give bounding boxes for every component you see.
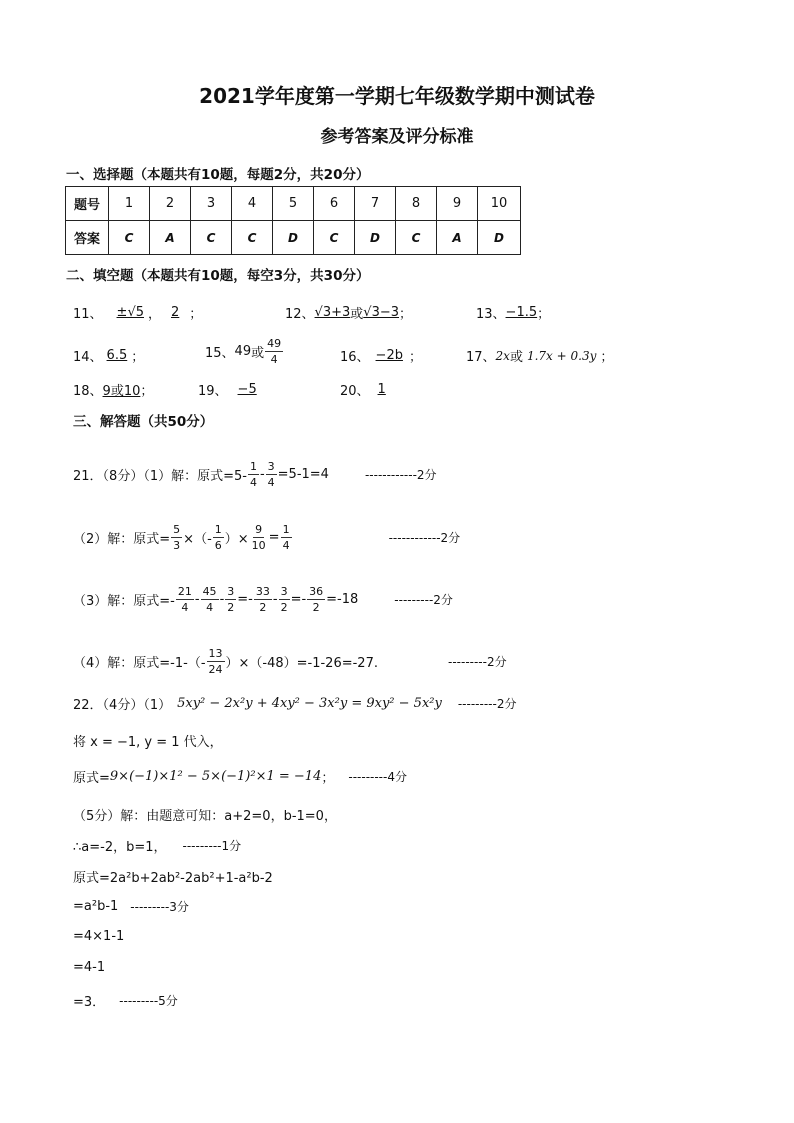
answer-blank: √3+3 — [314, 305, 351, 320]
question-number: 11、 — [73, 307, 103, 322]
question-number: 9 — [437, 187, 478, 221]
question-17: 17、 2x 或 1.7x + 0.3y ； — [466, 346, 613, 365]
solution-text: =- — [290, 591, 307, 607]
solution-21-4 — [73, 632, 507, 690]
fraction: $\frac{33}{2}$ — [255, 584, 270, 614]
table-header-answers: 答案 — [66, 221, 109, 255]
fraction: $\frac{5}{3}$ — [173, 522, 181, 552]
math-expression: 9×(−1)×1² − 5×(−1)²×1 = −14 — [109, 769, 322, 784]
solution-text: ∴a=-2，b=1， — [73, 840, 167, 855]
score-marker: ---------2分 — [448, 654, 507, 669]
question-11: 11、 ±√5 ， 2 ； — [73, 305, 203, 322]
question-18: 18、 9或10 ； — [73, 380, 153, 399]
answer-cell: C — [396, 221, 437, 255]
solution-text: =a²b-1 — [73, 899, 119, 914]
solution-22-8 — [73, 991, 178, 1010]
answer-cell: C — [232, 221, 273, 255]
fraction: $\frac{1}{6}$ — [214, 522, 222, 552]
answer-blank: −1.5 — [505, 305, 538, 320]
solution-text: = — [268, 529, 280, 545]
answer-value: 1.7x + 0.3y — [526, 348, 597, 363]
or-text: 或 — [350, 307, 364, 322]
fraction: $\frac{21}{4}$ — [177, 584, 192, 614]
answer-blank: 6.5 — [106, 348, 128, 363]
question-number: 5 — [273, 187, 314, 221]
page-subtitle: 参考答案及评分标准 — [320, 127, 474, 147]
fraction: $\frac{49}{4}$ — [267, 337, 282, 366]
section3-heading: 三、解答题（共50分） — [73, 414, 214, 430]
question-number: 20、 — [340, 384, 370, 399]
question-number: 18、 — [73, 384, 103, 399]
score-marker: ---------2分 — [457, 697, 517, 711]
answer-cell: C — [314, 221, 355, 255]
question-number: 2 — [150, 187, 191, 221]
score-marker: ---------1分 — [182, 839, 242, 853]
answer-blank: 2 — [171, 305, 180, 320]
solution-text: =-18 — [326, 591, 359, 607]
solution-22-4: 原式=2a²b+2ab²-2ab²+1-a²b-2 — [73, 871, 273, 886]
fraction: $\frac{3}{2}$ — [280, 584, 288, 614]
question-20 — [340, 380, 394, 399]
page-title: 2021学年度第一学期七年级数学期中测试卷 — [199, 84, 595, 108]
question-number: 3 — [191, 187, 232, 221]
solution-22-sub: 将 x = −1, y = 1 代入， — [73, 735, 223, 750]
or-text: 或 — [509, 350, 523, 365]
fraction: $\frac{3}{2}$ — [227, 584, 235, 614]
answer-cell: D — [273, 221, 314, 255]
answer-value: 2x — [495, 348, 510, 363]
score-marker: ------------2分 — [364, 467, 437, 482]
fraction: $\frac{1}{4}$ — [249, 459, 257, 489]
solution-22-6: =4×1-1 — [73, 929, 125, 944]
solution-text: （3）解：原式=- — [73, 593, 175, 609]
score-marker: ---------2分 — [394, 592, 453, 607]
score-marker: ---------4分 — [348, 770, 407, 784]
answer-table — [65, 186, 521, 255]
solution-22-3 — [73, 836, 241, 855]
solution-21-2 — [73, 508, 460, 566]
fraction: $\frac{9}{10}$ — [251, 522, 266, 552]
fraction: $\frac{3}{4}$ — [267, 459, 275, 489]
answer-cell: C — [191, 221, 232, 255]
solution-22-7: =4-1 — [73, 960, 106, 975]
solution-text: ）× — [224, 531, 249, 547]
math-expression: 5xy² − 2x²y + 4xy² − 3x²y = 9xy² − 5x²y — [177, 696, 442, 711]
answer-cell: A — [437, 221, 478, 255]
question-13: 13、 −1.5 ； — [476, 305, 551, 322]
question-number: 19、 — [198, 384, 228, 399]
question-16: 16、 −2b ； — [340, 348, 422, 365]
solution-text: =- — [237, 591, 253, 607]
solution-22-1 — [73, 694, 516, 713]
section1-heading: 一、选择题（本题共有10题，每题2分，共20分） — [66, 167, 370, 183]
solution-text: 22．（4分）（1） — [73, 698, 172, 713]
solution-21-1: 21．（8分）（1）解：原式=5- $\frac{1}{4}$ - $\frac{3}{4}$ =5-1=4 ------------2分 — [73, 459, 437, 489]
section2-heading: 二、填空题（本题共有10题，每空3分，共30分） — [66, 268, 370, 284]
answer-blank: −2b — [375, 348, 403, 363]
question-number: 17、 — [466, 350, 496, 365]
answer-cell: D — [355, 221, 396, 255]
answer-cell: D — [478, 221, 521, 255]
solution-text: （4）解：原式=-1-（- — [73, 655, 206, 671]
question-number: 1 — [109, 187, 150, 221]
question-number: 12、 — [285, 307, 315, 322]
answer-value: 49 — [234, 344, 252, 359]
table-row — [66, 187, 521, 221]
question-14: 14、 6.5 ； — [73, 348, 145, 365]
solution-text: =5-1=4 — [277, 466, 329, 482]
question-number: 7 — [355, 187, 396, 221]
fraction: $\frac{36}{2}$ — [309, 584, 324, 614]
answer-blank: −5 — [237, 382, 257, 397]
solution-text: ×（- — [183, 531, 212, 547]
solution-text: =3． — [73, 995, 106, 1010]
question-number: 8 — [396, 187, 437, 221]
fraction: $\frac{45}{4}$ — [202, 584, 217, 614]
question-number: 15、 — [205, 346, 235, 361]
question-number: 6 — [314, 187, 355, 221]
score-marker: ---------3分 — [130, 900, 189, 914]
question-number: 14、 — [73, 350, 103, 365]
fraction: $\frac{1}{4}$ — [282, 522, 290, 552]
question-15 — [205, 336, 284, 367]
question-number: 13、 — [476, 307, 506, 322]
answer-blank: 1 — [377, 382, 386, 397]
question-number: 16、 — [340, 350, 370, 365]
solution-22-5 — [73, 898, 189, 915]
answer-cell: C — [109, 221, 150, 255]
solution-text: 原式= — [73, 771, 110, 786]
answer-blank: 9或10 — [102, 384, 141, 399]
solution-text: （2）解：原式= — [73, 531, 171, 547]
question-12: 12、 √3+3 或 √3−3 ； — [285, 305, 413, 322]
solution-text: ； — [321, 771, 335, 786]
table-row — [66, 221, 521, 255]
answer-blank: ±√5 — [116, 305, 144, 320]
solution-22-2: （5分）解：由题意可知：a+2=0，b-1=0， — [73, 809, 337, 824]
question-number: 10 — [478, 187, 521, 221]
solution-21-3: （3）解：原式=- $\frac{21}{4}$ - $\frac{45}{4}$ - $\frac{3}{2}$ =- $\frac{33}{2}$ - $\frac{3}{2}$ =- $\frac{36}{2}$ =-18 ---------2分 — [73, 584, 453, 614]
table-header-numbers: 题号 — [66, 187, 109, 221]
question-number: 4 — [232, 187, 273, 221]
answer-blank: √3−3 — [363, 305, 399, 320]
answer-cell: A — [150, 221, 191, 255]
fraction: $\frac{13}{24}$ — [208, 646, 223, 676]
score-marker: ------------2分 — [388, 530, 461, 545]
score-marker: ---------5分 — [119, 994, 178, 1008]
or-text: 或 — [251, 346, 265, 361]
solution-22-calc — [73, 767, 407, 786]
solution-text: ）×（-48）=-1-26=-27. — [225, 655, 378, 671]
question-19 — [198, 380, 267, 399]
solution-text: 21．（8分）（1）解：原式=5- — [73, 468, 247, 484]
